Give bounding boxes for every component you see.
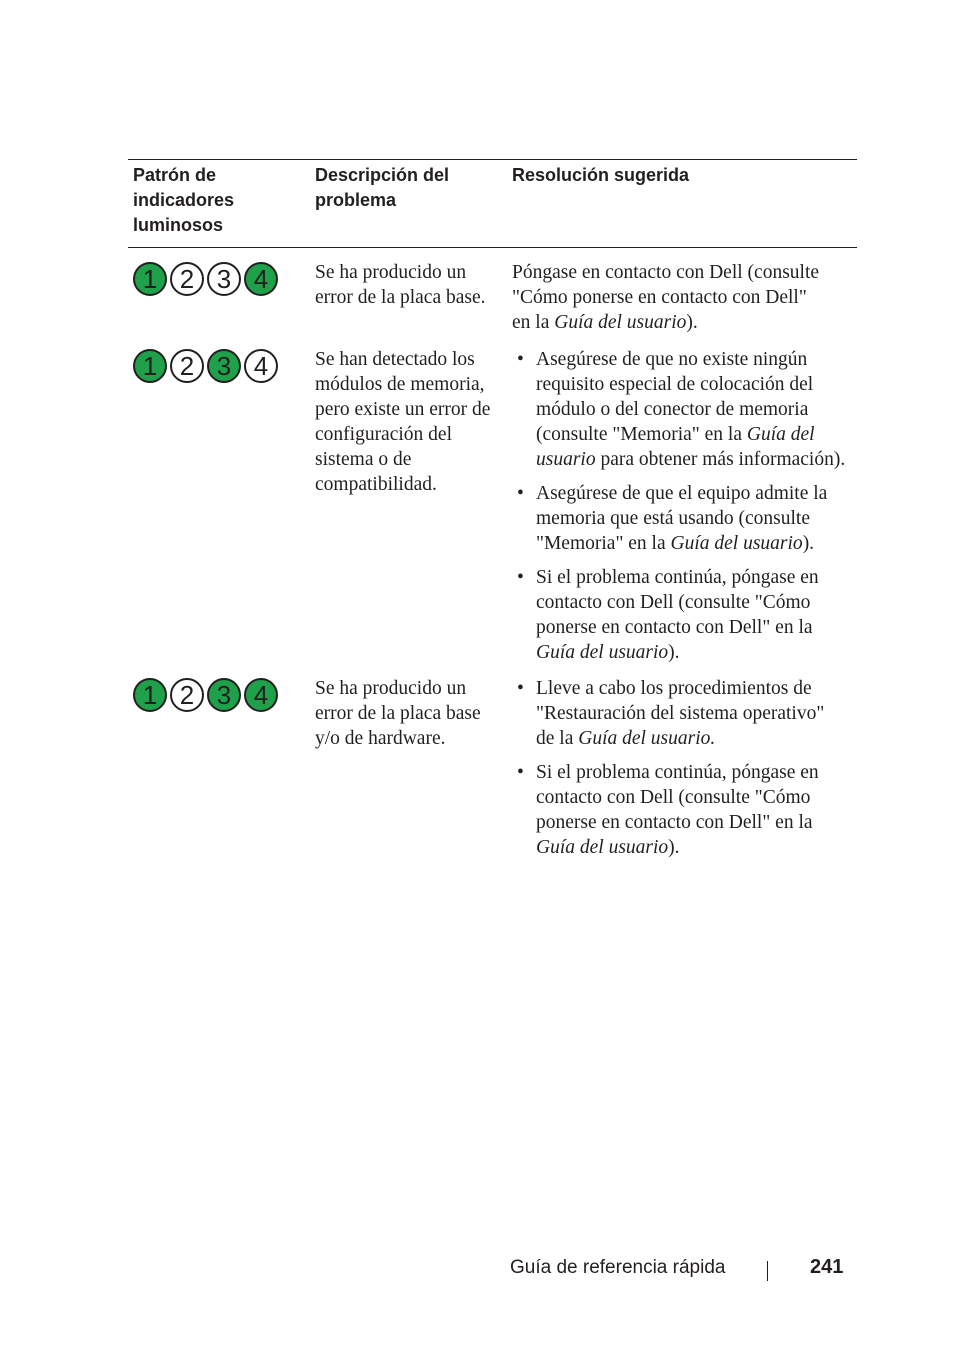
footer-title: Guía de referencia rápida — [510, 1257, 726, 1278]
bullet-marker: • — [517, 483, 524, 504]
problem-description: Se han detectado los módulos de memoria, pero existe un error de configuración del sistema o de compatibilidad. — [315, 349, 491, 495]
bullet-marker: • — [517, 762, 524, 783]
diagnostic-light-1: 1 — [133, 262, 167, 296]
bullet-italic: Guía del usuario — [536, 424, 815, 470]
resolution-text-end: ). — [686, 312, 698, 333]
problem-description: Se ha producido un error de la placa base y/o de hardware. — [315, 678, 481, 749]
bullet-text-end: ). — [668, 642, 680, 663]
diagnostic-light-4: 4 — [244, 349, 278, 383]
light-pattern — [133, 678, 278, 712]
light-pattern — [133, 349, 278, 383]
diagnostic-lights-table — [128, 159, 857, 858]
resolution-bullet — [512, 565, 857, 665]
resolution-bullet — [512, 760, 857, 860]
bullet-text: Asegúrese de que no existe ningún requisito especial de colocación del módulo o del conector de memoria (consulte "Memoria" en la — [536, 349, 814, 445]
header-suggested-resolution: Resolución sugerida — [512, 165, 690, 185]
bullet-text: Asegúrese de que el equipo admite la memoria que está usando (consulte "Memoria" en la — [536, 483, 828, 554]
bullet-text: Lleve a cabo los procedimientos de "Restauración del sistema operativo" de la — [536, 678, 825, 749]
diagnostic-light-2: 2 — [170, 262, 204, 296]
diagnostic-light-1: 1 — [133, 678, 167, 712]
diagnostic-light-3: 3 — [207, 678, 241, 712]
resolution-bullet — [512, 676, 857, 751]
resolution-bullet — [512, 347, 857, 472]
light-pattern — [133, 262, 278, 296]
resolution-list — [512, 347, 857, 674]
bullet-text: Si el problema continúa, póngase en contacto con Dell (consulte "Cómo ponerse en contacto con Dell" en la — [536, 762, 819, 833]
diagnostic-light-3: 3 — [207, 349, 241, 383]
bullet-text-end: ). — [668, 837, 680, 858]
suggested-resolution — [512, 260, 857, 335]
diagnostic-light-1: 1 — [133, 349, 167, 383]
footer-divider — [767, 1261, 768, 1281]
resolution-bullet — [512, 481, 857, 556]
diagnostic-light-4: 4 — [244, 678, 278, 712]
diagnostic-light-2: 2 — [170, 349, 204, 383]
problem-description: Se ha producido un error de la placa base. — [315, 262, 486, 308]
bullet-marker: • — [517, 567, 524, 588]
diagnostic-light-4: 4 — [244, 262, 278, 296]
bullet-marker: • — [517, 349, 524, 370]
bullet-text-end: ). — [802, 533, 815, 554]
bullet-italic: Guía del usuario — [670, 533, 803, 554]
diagnostic-light-3: 3 — [207, 262, 241, 296]
page-footer — [0, 1255, 954, 1285]
bullet-italic: Guía del usuario — [536, 837, 669, 858]
resolution-list — [512, 676, 857, 869]
bullet-text: Si el problema continúa, póngase en contacto con Dell (consulte "Cómo ponerse en contacto con Dell" en la — [536, 567, 819, 638]
bullet-text-end: para obtener más información). — [595, 449, 846, 470]
diagnostic-light-2: 2 — [170, 678, 204, 712]
resolution-text: Póngase en contacto con Dell (consulte "Cómo ponerse en contacto con Dell" en la — [512, 262, 820, 333]
bullet-italic: Guía del usuario. — [578, 728, 716, 749]
table-header-row — [128, 160, 857, 248]
page-number: 241 — [810, 1256, 844, 1278]
header-problem-description: Descripción del problema — [315, 165, 450, 210]
bullet-marker: • — [517, 678, 524, 699]
bullet-italic: Guía del usuario — [536, 642, 669, 663]
resolution-italic: Guía del usuario — [554, 312, 687, 333]
header-light-pattern: Patrón de indicadores luminosos — [133, 165, 235, 235]
